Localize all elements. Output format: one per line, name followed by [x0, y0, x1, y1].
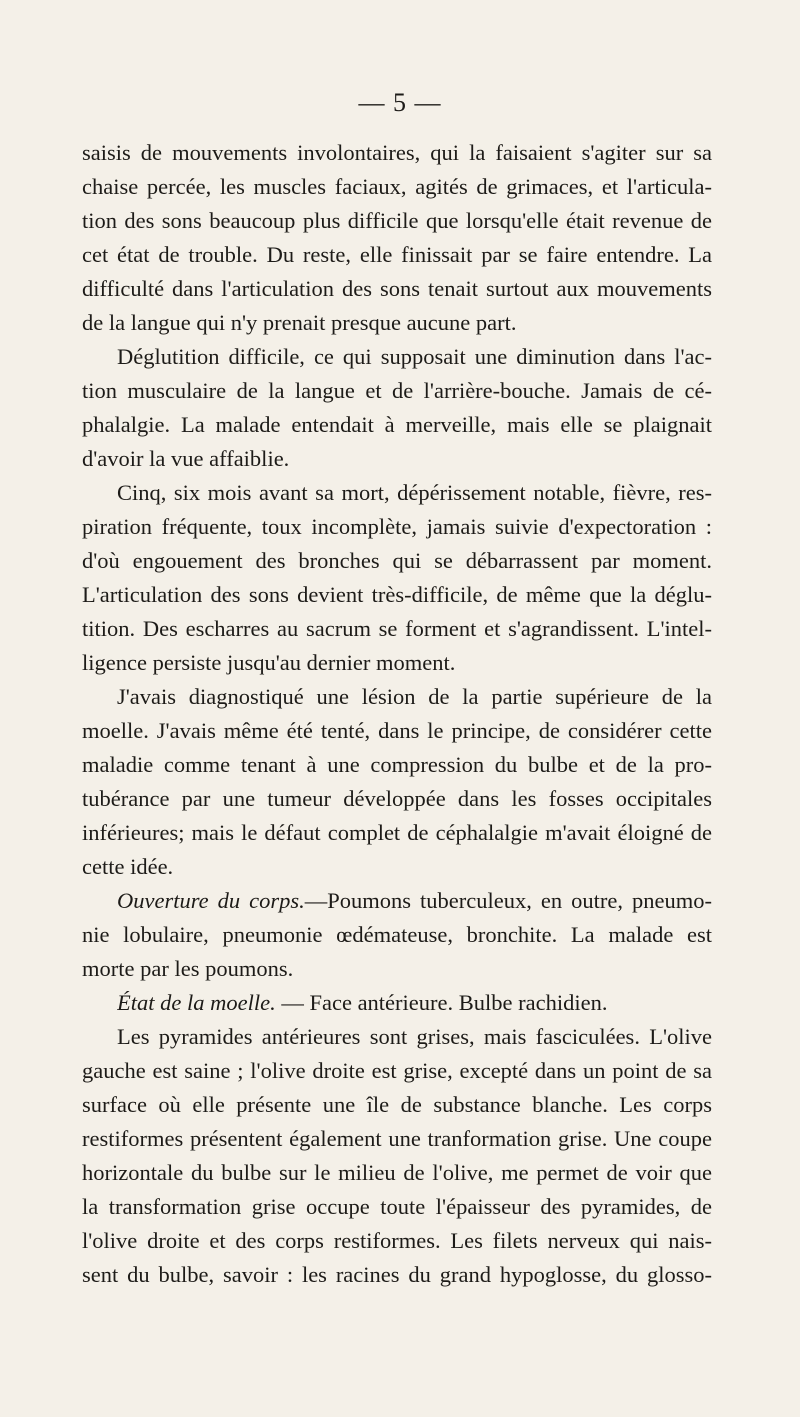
text-line: piration fréquente, toux incomplète, jamais suivie d'expectoration :	[82, 514, 712, 539]
text-line: difficulté dans l'articulation des sons tenait surtout aux mouvements	[82, 276, 712, 301]
page-number: — 5 —	[358, 88, 442, 117]
text-line: nie lobulaire, pneumonie œdémateuse, bronchite. La malade est	[82, 922, 712, 947]
text-line: d'avoir la vue affaiblie.	[82, 446, 290, 471]
section-heading-ouverture: Ouverture du corps.	[117, 888, 305, 913]
section-heading-etat: État de la moelle.	[117, 990, 276, 1015]
text-line: tubérance par une tumeur développée dans les fosses occipitales	[82, 786, 712, 811]
text-line: moelle. J'avais même été tenté, dans le principe, de considérer cette	[82, 718, 712, 743]
text-line: tition. Des escharres au sacrum se forment et s'agrandissent. L'intel-	[82, 616, 712, 641]
text-run: —Poumons tuberculeux, en outre, pneumo-	[304, 888, 712, 913]
text-line: de la langue qui n'y prenait presque aucune part.	[82, 310, 517, 335]
text-line: horizontale du bulbe sur le milieu de l'olive, me permet de voir que	[82, 1160, 712, 1185]
text-line	[117, 884, 712, 918]
text-line: cet état de trouble. Du reste, elle finissait par se faire entendre. La	[82, 242, 712, 267]
text-line: ligence persiste jusqu'au dernier moment.	[82, 650, 456, 675]
text-line: L'articulation des sons devient très-difficile, de même que la déglu-	[82, 582, 712, 607]
text-line: Les pyramides antérieures sont grises, mais fasciculées. L'olive	[117, 1024, 712, 1049]
text-line: phalalgie. La malade entendait à merveille, mais elle se plaignait	[82, 412, 712, 437]
text-line: tion des sons beaucoup plus difficile que lorsqu'elle était revenue de	[82, 208, 712, 233]
text-line: tion musculaire de la langue et de l'arrière-bouche. Jamais de cé-	[82, 378, 712, 403]
text-line: morte par les poumons.	[82, 956, 294, 981]
text-line: la transformation grise occupe toute l'épaisseur des pyramides, de	[82, 1194, 712, 1219]
text-line: J'avais diagnostiqué une lésion de la partie supérieure de la	[117, 684, 712, 709]
text-line: chaise percée, les muscles faciaux, agités de grimaces, et l'articula-	[82, 174, 712, 199]
text-line: gauche est saine ; l'olive droite est grise, excepté dans un point de sa	[82, 1058, 712, 1083]
text-line: l'olive droite et des corps restiformes. Les filets nerveux qui nais-	[82, 1228, 712, 1253]
text-run: — Face antérieure. Bulbe rachidien.	[275, 990, 608, 1015]
text-line: cette idée.	[82, 854, 174, 879]
text-line: restiformes présentent également une tranformation grise. Une coupe	[82, 1126, 712, 1151]
text-line: saisis de mouvements involontaires, qui la faisaient s'agiter sur sa	[82, 140, 712, 165]
text-line: sent du bulbe, savoir : les racines du grand hypoglosse, du glosso-	[82, 1262, 712, 1287]
text-line: maladie comme tenant à une compression du bulbe et de la pro-	[82, 752, 712, 777]
text-line: Déglutition difficile, ce qui supposait une diminution dans l'ac-	[117, 344, 712, 369]
text-line: surface où elle présente une île de substance blanche. Les corps	[82, 1092, 712, 1117]
text-line: inférieures; mais le défaut complet de céphalalgie m'avait éloigné de	[82, 820, 712, 845]
text-line	[117, 986, 712, 1020]
text-line: d'où engouement des bronches qui se débarrassent par moment.	[82, 548, 712, 573]
text-line: Cinq, six mois avant sa mort, dépérissement notable, fièvre, res-	[117, 480, 712, 505]
